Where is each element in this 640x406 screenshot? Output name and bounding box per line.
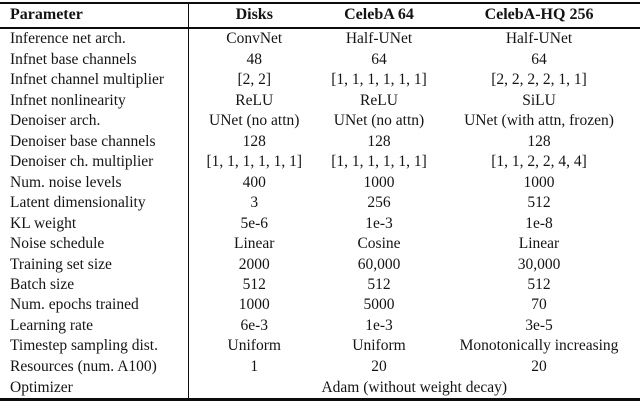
- value-cell-span: Adam (without weight decay): [321, 378, 507, 396]
- table-row: [0, 254, 640, 274]
- value-cell: Monotonically increasing: [459, 337, 619, 355]
- value-cell: 512: [527, 194, 551, 212]
- value-cell: ReLU: [360, 91, 398, 109]
- table-header: [0, 3, 640, 28]
- parameters-table: [0, 2, 640, 401]
- parameter-cell: Noise schedule: [0, 234, 188, 254]
- value-cell: 400: [242, 173, 266, 191]
- table-row: [0, 131, 640, 151]
- parameter-cell: Denoiser base channels: [0, 131, 188, 151]
- header-parameter: Parameter: [0, 3, 188, 28]
- parameter-cell: Latent dimensionality: [0, 193, 188, 213]
- value-cell: [1, 1, 1, 1, 1, 1]: [331, 71, 427, 89]
- parameter-cell: Batch size: [0, 275, 188, 295]
- table-row: [0, 111, 640, 131]
- value-cell: 20: [531, 357, 547, 375]
- table-row: [0, 152, 640, 172]
- table-row: [0, 213, 640, 233]
- table-row: [0, 70, 640, 90]
- value-cell: 1e-3: [365, 214, 393, 232]
- value-cell: UNet (no attn): [209, 112, 300, 130]
- value-cell: 6e-3: [240, 316, 269, 334]
- table-row: [0, 377, 640, 399]
- table-row: [0, 193, 640, 213]
- value-cell: 48: [246, 50, 262, 68]
- parameter-cell: Infnet nonlinearity: [0, 91, 188, 111]
- parameter-cell: Denoiser arch.: [0, 111, 188, 131]
- value-cell: 3e-5: [525, 316, 553, 334]
- value-cell: 128: [242, 132, 266, 150]
- value-cell: 2000: [238, 255, 270, 273]
- value-cell: 70: [531, 296, 547, 314]
- value-cell: 256: [367, 194, 391, 212]
- table-row: [0, 275, 640, 295]
- value-cell: Linear: [234, 235, 275, 253]
- value-cell: 1e-8: [525, 214, 553, 232]
- table-body: [0, 28, 640, 400]
- table-row: [0, 295, 640, 315]
- parameter-cell: Num. epochs trained: [0, 295, 188, 315]
- value-cell: SiLU: [522, 91, 556, 109]
- value-cell: 1000: [363, 173, 395, 191]
- value-cell: UNet (with attn, frozen): [464, 112, 614, 130]
- value-cell: [1, 1, 1, 1, 1, 1]: [206, 153, 303, 171]
- value-cell: 5e-6: [240, 214, 269, 232]
- value-cell: 512: [527, 276, 551, 293]
- value-cell: 1000: [238, 296, 270, 314]
- value-cell: 1e-3: [365, 316, 393, 334]
- value-cell: ConvNet: [226, 30, 283, 48]
- parameter-cell: Infnet channel multiplier: [0, 70, 188, 90]
- value-cell: 1: [250, 357, 259, 375]
- value-cell: Cosine: [357, 235, 401, 253]
- parameter-cell: Optimizer: [0, 377, 188, 399]
- value-cell: UNet (no attn): [333, 112, 425, 130]
- parameter-cell: Inference net arch.: [0, 28, 188, 50]
- value-cell: 30,000: [517, 255, 561, 273]
- parameter-cell: Infnet base channels: [0, 50, 188, 70]
- table-row: [0, 28, 640, 50]
- table-row: [0, 357, 640, 377]
- parameter-cell: Learning rate: [0, 316, 188, 336]
- value-cell: Half-UNet: [505, 30, 573, 48]
- table-row: [0, 172, 640, 192]
- value-cell: 20: [371, 357, 387, 375]
- parameter-cell: Resources (num. A100): [0, 357, 188, 377]
- parameter-cell: KL weight: [0, 213, 188, 233]
- value-cell: Half-UNet: [345, 30, 413, 48]
- value-cell: 512: [242, 276, 266, 293]
- parameter-cell: Denoiser ch. multiplier: [0, 152, 188, 172]
- value-cell: ReLU: [235, 91, 274, 109]
- header-celeba64: CelebA 64: [344, 6, 414, 23]
- parameter-cell: Num. noise levels: [0, 172, 188, 192]
- value-cell: [2, 2, 2, 2, 1, 1]: [491, 71, 587, 89]
- value-cell: 3: [250, 194, 259, 212]
- value-cell: Uniform: [227, 337, 281, 355]
- value-cell: 64: [531, 50, 547, 68]
- value-cell: 1000: [523, 173, 555, 191]
- value-cell: 60,000: [357, 255, 401, 273]
- table-row: [0, 234, 640, 254]
- value-cell: [2, 2]: [237, 71, 272, 89]
- header-celebahq256: CelebA-HQ 256: [484, 6, 594, 23]
- value-cell: 128: [367, 132, 391, 150]
- table-row: [0, 316, 640, 336]
- value-cell: [1, 1, 1, 1, 1, 1]: [331, 153, 427, 171]
- value-cell: Uniform: [352, 337, 406, 355]
- table-row: [0, 50, 640, 70]
- value-cell: [1, 1, 2, 2, 4, 4]: [491, 153, 587, 171]
- header-disks: Disks: [235, 6, 273, 23]
- parameter-cell: Timestep sampling dist.: [0, 336, 188, 356]
- table-row: [0, 336, 640, 356]
- value-cell: 64: [371, 50, 387, 68]
- paper-page: [0, 2, 640, 406]
- table-row: [0, 91, 640, 111]
- value-cell: 128: [527, 132, 551, 150]
- value-cell: Linear: [518, 235, 560, 253]
- parameter-cell: Training set size: [0, 254, 188, 274]
- header-row: [0, 3, 640, 28]
- value-cell: 5000: [363, 296, 395, 314]
- value-cell: 512: [367, 276, 391, 293]
